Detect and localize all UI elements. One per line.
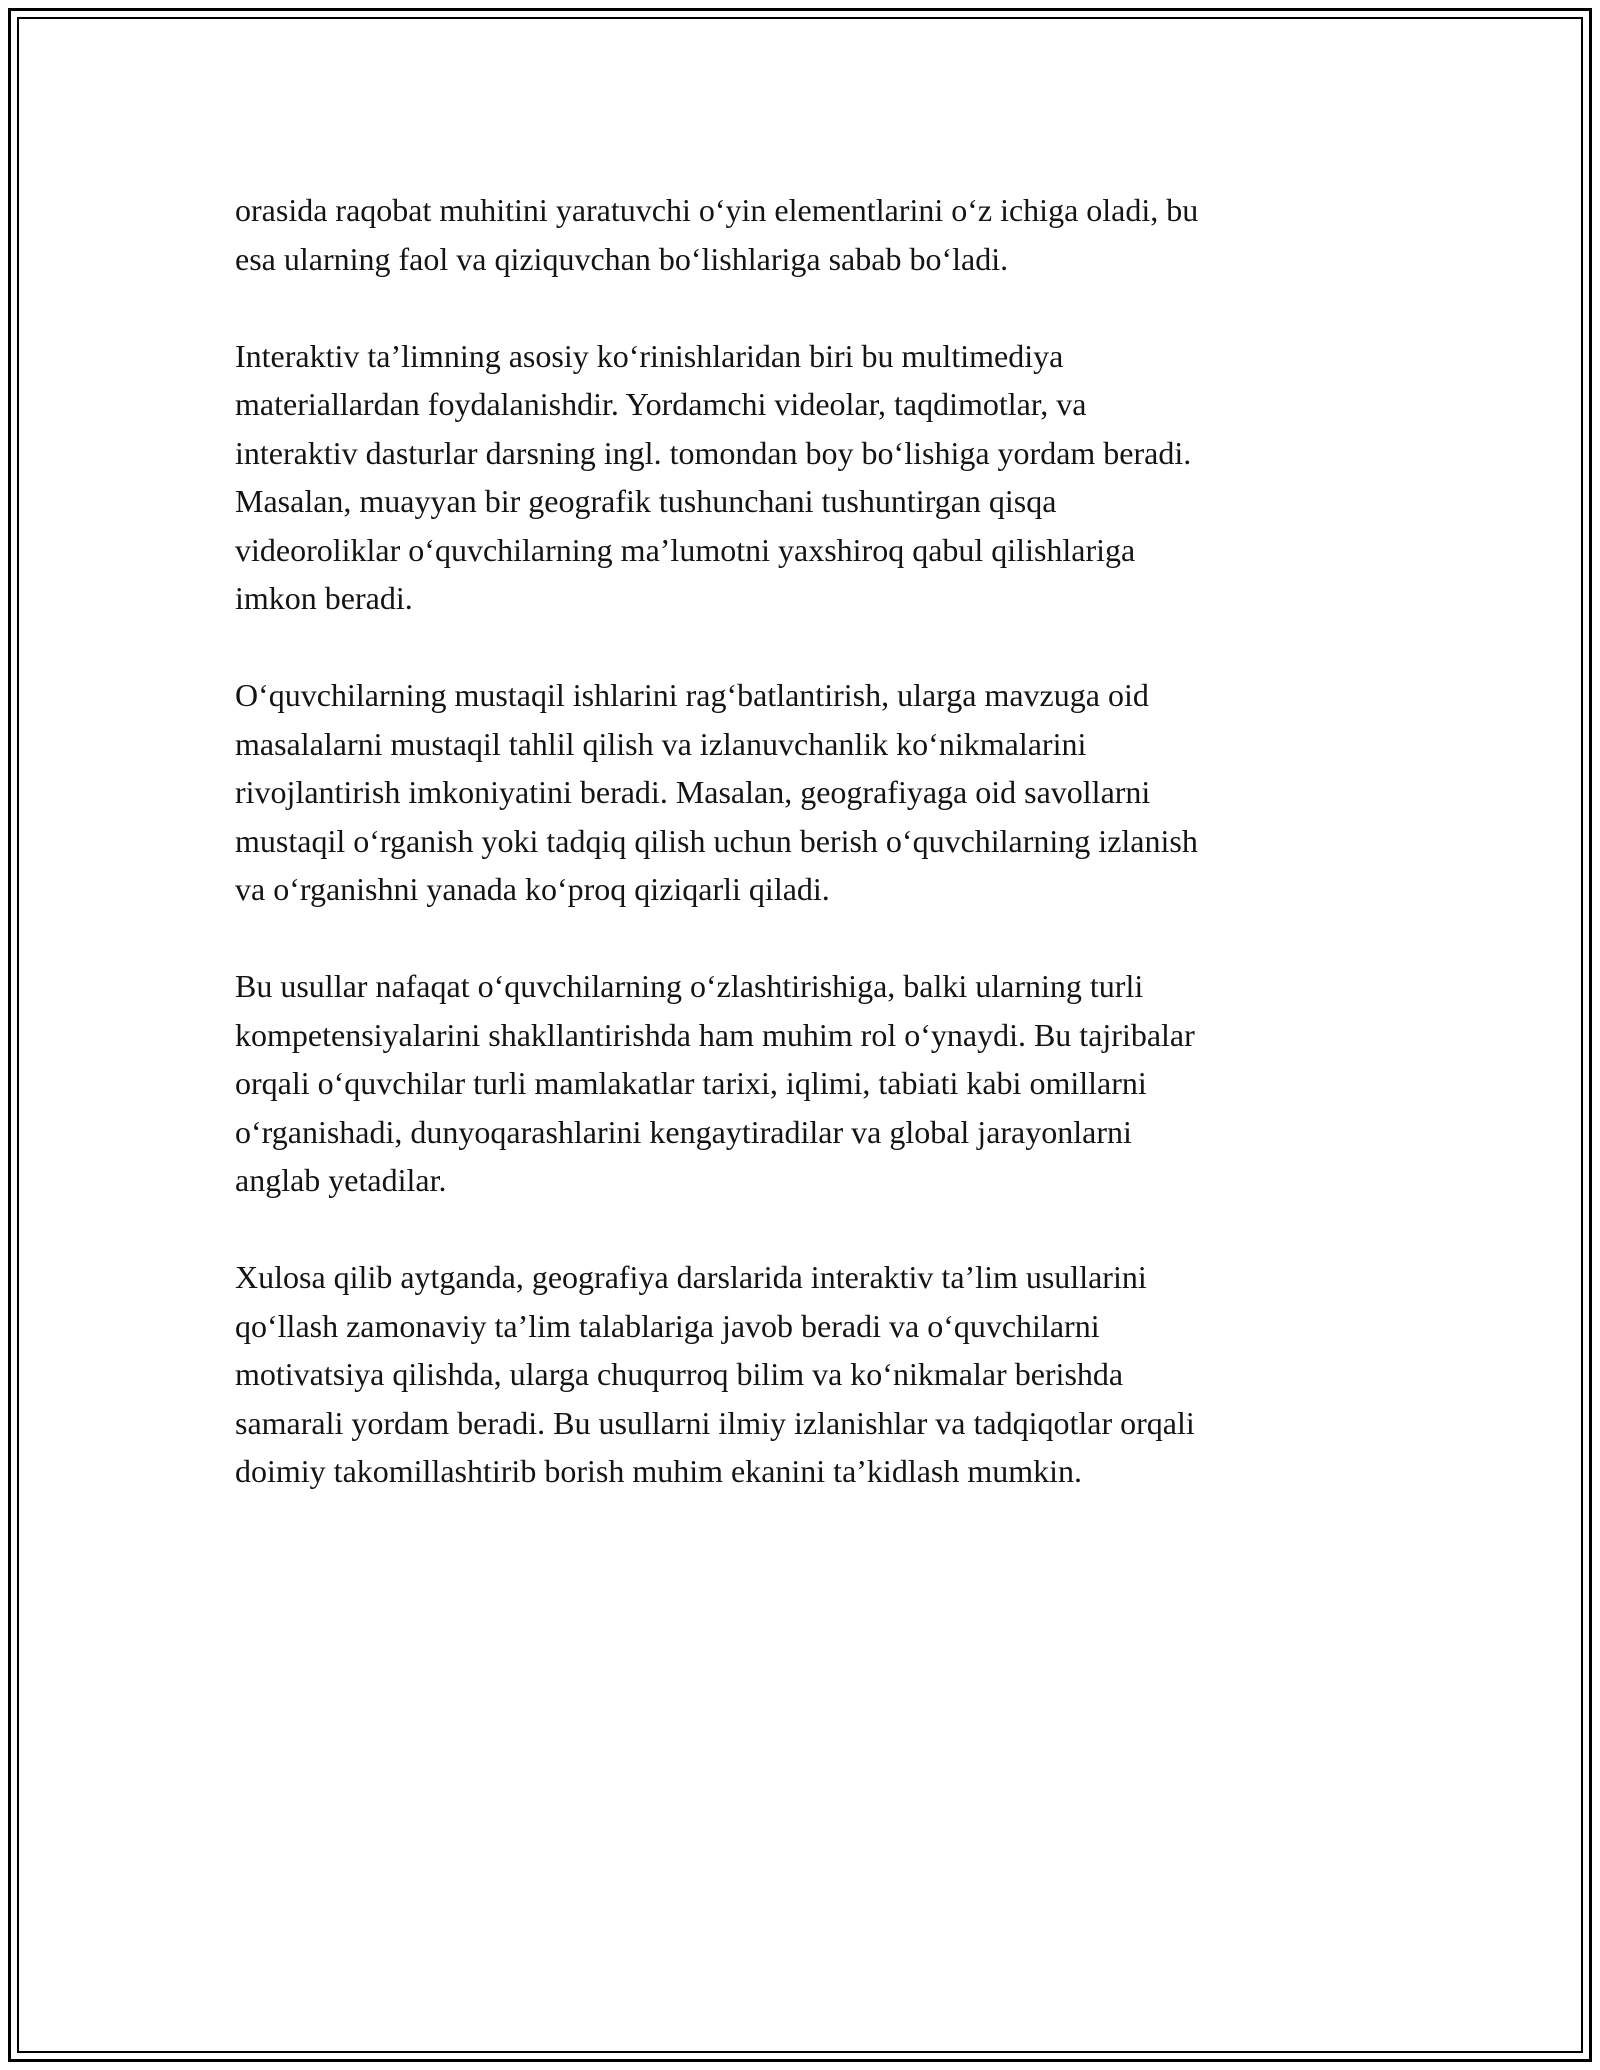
document-body xyxy=(235,186,1365,1544)
paragraph-conclusion: Xulosa qilib aytganda, geografiya darslarida interaktiv ta’lim usullarini qo‘llash zamonaviy ta’lim talablariga javob beradi va o‘quvchilarni motivatsiya qilishda, ularga chuqurroq bilim va ko‘nikmalar berishda samarali yordam beradi. Bu usullarni ilmiy izlanishlar va tadqiqotlar orqali doimiy takomillashtirib borish muhim ekanini ta’kidlash mumkin. xyxy=(235,1259,1195,1489)
paragraph-independent-work: O‘quvchilarning mustaqil ishlarini rag‘batlantirish, ularga mavzuga oid masalalarni mustaqil tahlil qilish va izlanuvchanlik ko‘nikmalarini rivojlantirish imkoniyatini beradi. Masalan, geografiyaga oid savollarni mustaqil o‘rganish yoki tadqiq qilish uchun berish o‘quvchilarning izlanish va o‘rganishni yanada ko‘proq qiziqarli qiladi. xyxy=(235,677,1198,907)
paragraph-multimedia: Interaktiv ta’limning asosiy ko‘rinishlaridan biri bu multimediya materiallardan foydalanishdir. Yordamchi videolar, taqdimotlar, va interaktiv dasturlar darsning ingl. tomondan boy bo‘lishiga yordam beradi. Masalan, muayyan bir geografik tushunchani tushuntirgan qisqa videoroliklar o‘quvchilarning ma’lumotni yaxshiroq qabul qilishlariga imkon beradi. xyxy=(235,337,1192,616)
paragraph-game-elements: orasida raqobat muhitini yaratuvchi o‘yin elementlarini o‘z ichiga oladi, bu esa ularning faol va qiziquvchan bo‘lishlariga sabab bo‘ladi. xyxy=(235,192,1199,277)
paragraph-competencies: Bu usullar nafaqat o‘quvchilarning o‘zlashtirishiga, balki ularning turli kompetensiyalarini shakllantirishda ham muhim rol o‘ynaydi. Bu tajribalar orqali o‘quvchilar turli mamlakatlar tarixi, iqlimi, tabiati kabi omillarni o‘rganishadi, dunyoqarashlarini kengaytiradilar va global jarayonlarni anglab yetadilar. xyxy=(235,968,1195,1198)
